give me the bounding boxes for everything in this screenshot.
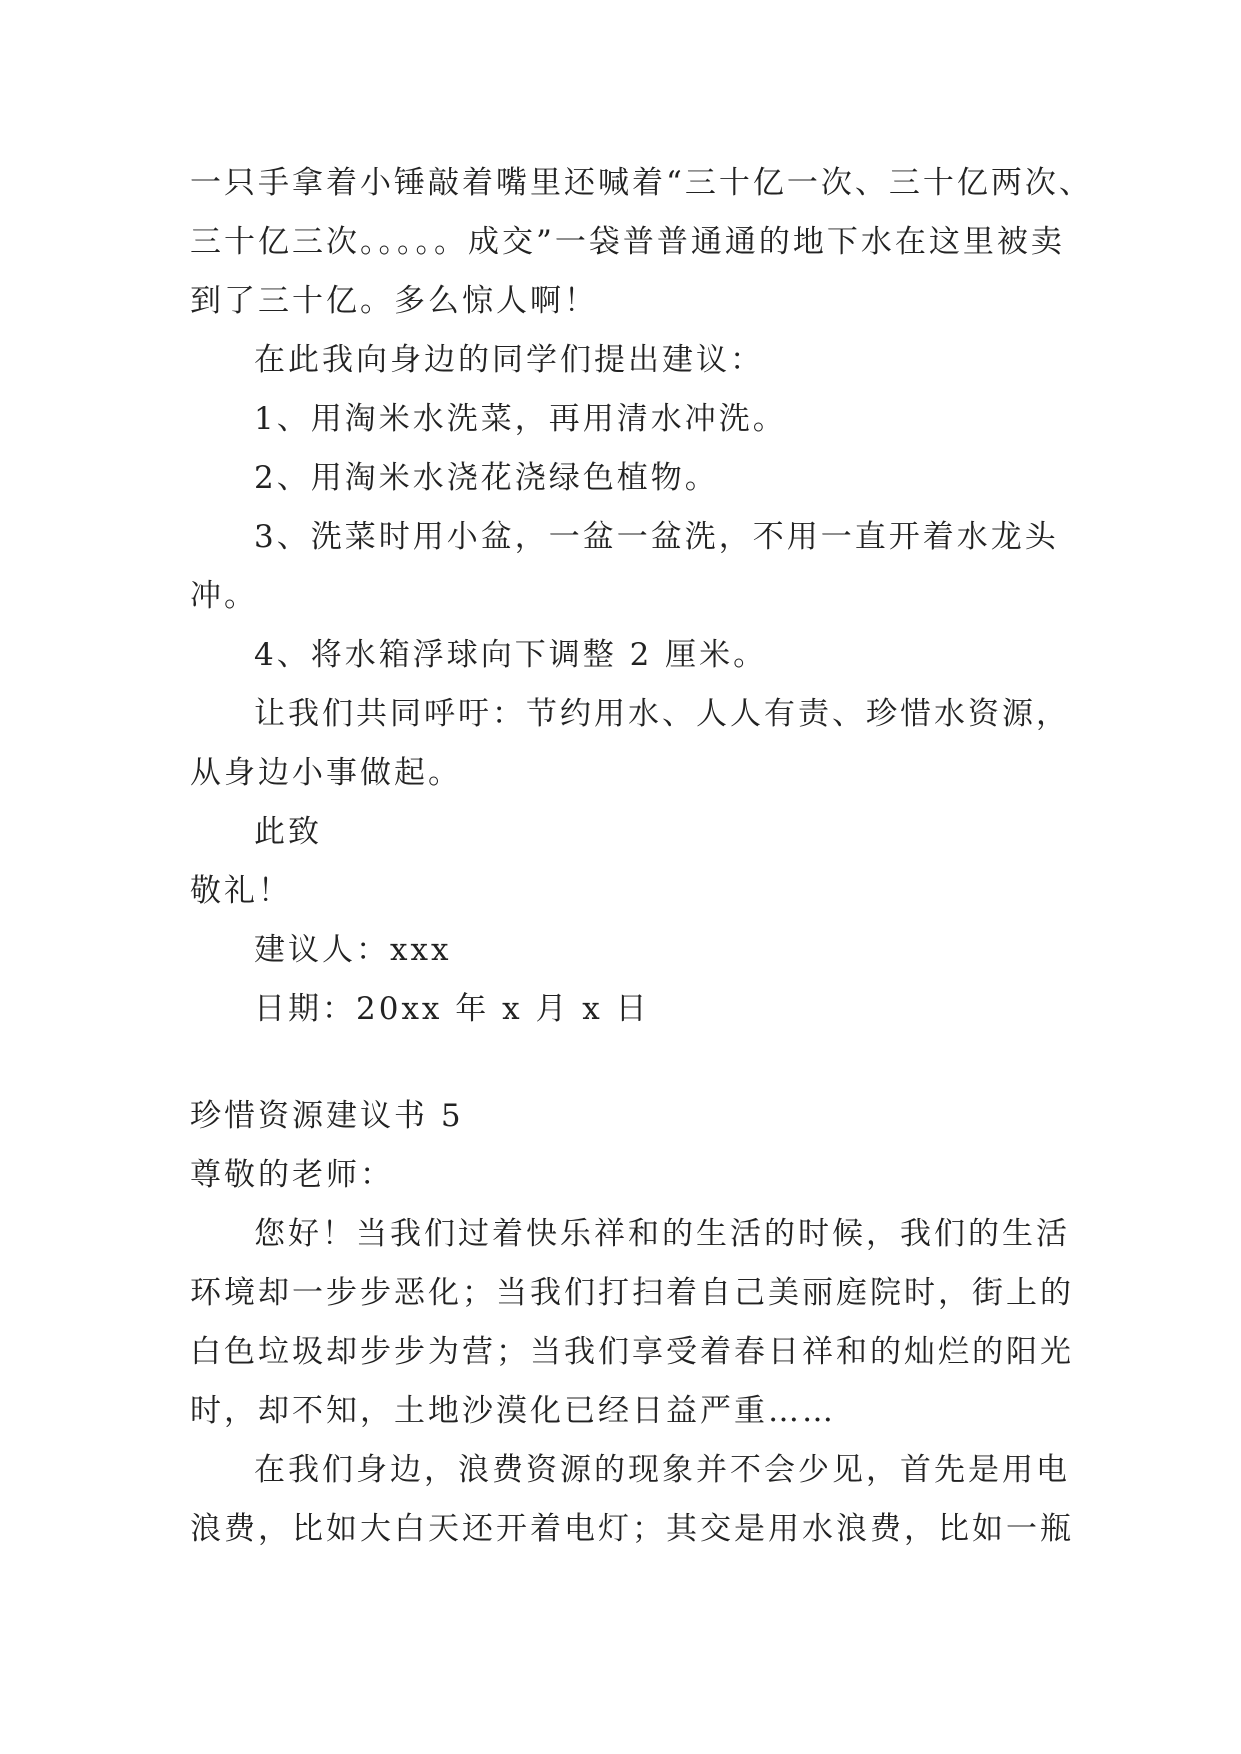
call-to-action-cont: 从身边小事做起。 — [190, 755, 462, 791]
salutation: 尊敬的老师： — [190, 1157, 394, 1193]
suggestion-item-3-cont: 冲。 — [190, 578, 258, 614]
suggestion-item-4: 4、将水箱浮球向下调整 2 厘米。 — [254, 637, 768, 673]
suggestion-intro: 在此我向身边的同学们提出建议： — [254, 342, 764, 378]
call-to-action: 让我们共同呼吁：节约用水、人人有责、珍惜水资源， — [254, 696, 1070, 732]
closing-phrase: 此致 — [254, 814, 322, 850]
paragraph-1-line: 环境却一步步恶化；当我们打扫着自己美丽庭院时，街上的 — [190, 1275, 1074, 1311]
paragraph-2-line: 浪费，比如大白天还开着电灯；其交是用水浪费，比如一瓶 — [190, 1511, 1074, 1547]
suggestion-item-2: 2、用淘米水浇花浇绿色植物。 — [254, 460, 719, 496]
date-line: 日期：20xx 年 x 月 x 日 — [254, 991, 650, 1027]
paragraph-2-line: 在我们身边，浪费资源的现象并不会少见，首先是用电 — [254, 1452, 1070, 1488]
suggestion-item-3: 3、洗菜时用小盆，一盆一盆洗，不用一直开着水龙头 — [254, 519, 1059, 555]
paragraph-1-line: 时，却不知，土地沙漠化已经日益严重…… — [190, 1393, 836, 1429]
suggestion-item-1: 1、用淘米水洗菜，再用清水冲洗。 — [254, 401, 787, 437]
continuation-paragraph — [190, 154, 1093, 331]
closing-salute: 敬礼！ — [190, 873, 292, 909]
text-line: 三十亿三次。。。。。成交”一袋普普通通的地下水在这里被卖 — [190, 224, 1065, 260]
text-line: 到了三十亿。多么惊人啊！ — [190, 283, 598, 319]
suggestions-section — [190, 331, 1070, 1039]
letter-5-section — [190, 1087, 1074, 1559]
proposer-line: 建议人：xxx — [254, 932, 452, 968]
text-line: 一只手拿着小锤敲着嘴里还喊着“三十亿一次、三十亿两次、 — [190, 165, 1093, 201]
letter-title: 珍惜资源建议书 5 — [190, 1098, 464, 1134]
paragraph-1-line: 白色垃圾却步步为营；当我们享受着春日祥和的灿烂的阳光 — [190, 1334, 1074, 1370]
paragraph-1-line: 您好！当我们过着快乐祥和的生活的时候，我们的生活 — [254, 1216, 1070, 1252]
